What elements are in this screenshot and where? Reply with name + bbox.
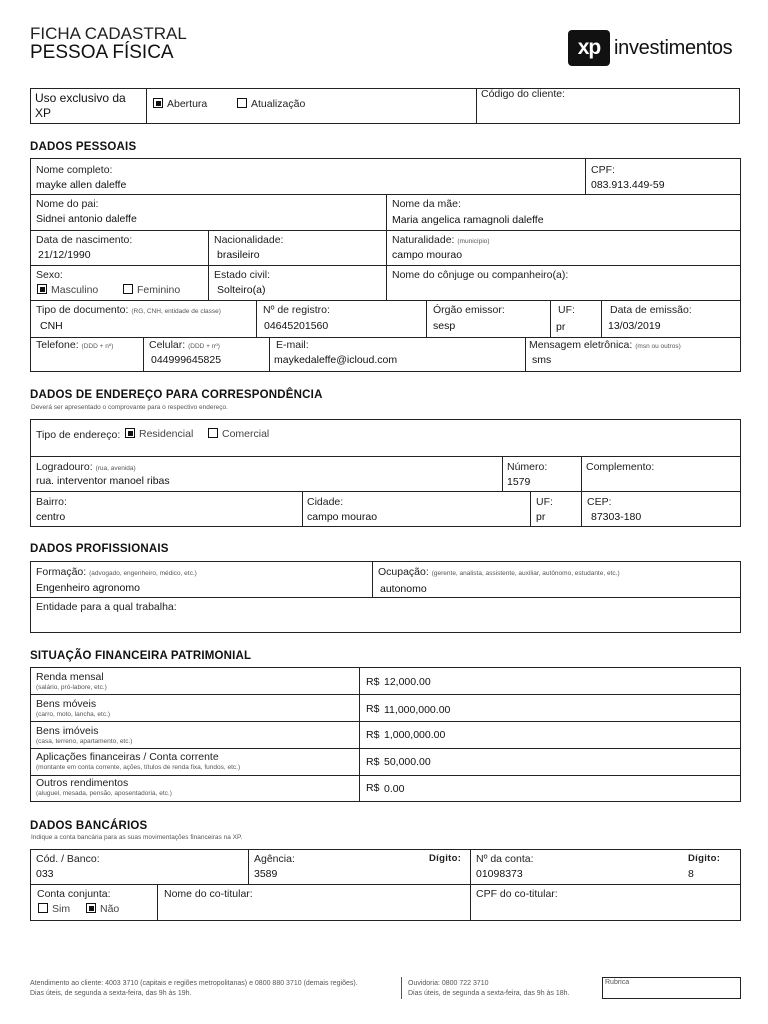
data-nascimento-label: Data de nascimento: — [36, 234, 133, 246]
cpf-label: CPF: — [591, 164, 615, 176]
fin-row-currency: R$ — [366, 703, 380, 715]
codigo-cliente-label: Código do cliente: — [481, 88, 566, 100]
xp-logo — [568, 30, 744, 66]
fin-row-currency: R$ — [366, 756, 380, 768]
bairro-value[interactable]: centro — [36, 511, 66, 523]
nome-completo-label: Nome completo: — [36, 164, 113, 176]
xp-logo-mark: xp — [568, 30, 610, 66]
section-financeira: SITUAÇÃO FINANCEIRA PATRIMONIAL — [30, 650, 252, 662]
conta-digito-value[interactable]: 8 — [688, 868, 694, 880]
cep-label: CEP: — [587, 496, 612, 508]
atualizacao-label: Atualização — [251, 98, 306, 110]
uf-doc-label: UF: — [558, 304, 575, 316]
numero-label: Número: — [507, 461, 548, 473]
nome-mae-value[interactable]: Maria angelica ramagnoli daleffe — [392, 214, 544, 226]
uf-doc-value[interactable]: pr — [556, 321, 566, 333]
abertura-option[interactable] — [153, 98, 207, 110]
fin-row-value[interactable]: 1,000,000.00 — [384, 729, 446, 741]
entidade-label: Entidade para a qual trabalha: — [36, 601, 177, 613]
tipo-endereco-label: Tipo de endereço: — [36, 429, 121, 441]
atualizacao-option[interactable] — [237, 98, 305, 110]
conta-label: Nº da conta: — [476, 853, 534, 865]
fin-row-hint: (casa, terreno, apartamento, etc.) — [36, 738, 133, 745]
telefone-label — [36, 339, 113, 351]
sexo-label: Sexo: — [36, 269, 63, 281]
fin-row-value[interactable]: 0.00 — [384, 783, 405, 795]
bancarios-table — [30, 849, 741, 921]
logradouro-label-text: Logradouro: — [36, 461, 93, 473]
masculino-label: Masculino — [51, 284, 99, 296]
conjunta-sim-option[interactable] — [38, 903, 70, 915]
feminino-checkbox[interactable] — [123, 284, 133, 294]
nome-pai-value[interactable]: Sidnei antonio daleffe — [36, 213, 137, 225]
conjunta-nao-option[interactable] — [86, 903, 119, 915]
nao-label: Não — [100, 903, 120, 915]
email-label: E-mail: — [276, 339, 309, 351]
fin-row-label: Bens móveis — [36, 698, 97, 710]
tipo-documento-label-text: Tipo de documento: — [36, 304, 129, 316]
comercial-label: Comercial — [222, 428, 270, 440]
nome-pai-label: Nome do pai: — [36, 198, 99, 210]
nome-completo-value[interactable]: mayke allen daleffe — [36, 179, 127, 191]
formacao-value[interactable]: Engenheiro agronomo — [36, 582, 140, 594]
telefone-label-text: Telefone: — [36, 339, 79, 351]
ocupacao-label — [378, 566, 620, 578]
xp-exclusive-label: Uso exclusivo da XP — [35, 91, 126, 120]
atualizacao-checkbox[interactable] — [237, 98, 247, 108]
celular-label — [149, 339, 220, 351]
telefone-hint: (DDD + nº) — [81, 343, 114, 350]
agencia-label: Agência: — [254, 853, 295, 865]
ocupacao-value[interactable]: autonomo — [380, 583, 427, 595]
form-title-line2: PESSOA FÍSICA — [30, 42, 174, 63]
section-dados-pessoais: DADOS PESSOAIS — [30, 141, 137, 153]
bairro-label: Bairro: — [36, 496, 67, 508]
mensagem-label — [529, 339, 681, 351]
conta-value[interactable]: 01098373 — [476, 868, 523, 880]
masculino-checkbox[interactable] — [37, 284, 47, 294]
logradouro-value[interactable]: rua. interventor manoel ribas — [36, 475, 170, 487]
section-endereco: DADOS DE ENDEREÇO PARA CORRESPONDÊNCIA — [30, 389, 323, 401]
logradouro-label — [36, 461, 136, 473]
footer-atendimento-line1: Atendimento ao cliente: 4003 3710 (capitais e regiões metropolitanas) e 0800 880 3710 (demais regiões). — [30, 980, 358, 987]
fin-row-label: Aplicações financeiras / Conta corrente — [36, 751, 219, 763]
email-value[interactable]: maykedaleffe@icloud.com — [274, 354, 398, 366]
fin-row-currency: R$ — [366, 782, 380, 794]
uf-endereco-value[interactable]: pr — [536, 511, 546, 523]
estado-civil-label: Estado civil: — [214, 269, 271, 281]
cpf-value[interactable]: 083.913.449-59 — [591, 179, 665, 191]
residencial-checkbox[interactable] — [125, 428, 135, 438]
fin-row-label: Outros rendimentos — [36, 777, 129, 789]
data-emissao-label: Data de emissão: — [610, 304, 692, 316]
conjuge-label: Nome do cônjuge ou companheiro(a): — [392, 269, 569, 281]
formacao-hint: (advogado, engenheiro, médico, etc.) — [89, 570, 197, 577]
nacionalidade-label: Nacionalidade: — [214, 234, 284, 246]
endereco-note: Deverá ser apresentado o comprovante para o respectivo endereço. — [31, 404, 228, 411]
abertura-checkbox[interactable] — [153, 98, 163, 108]
celular-value[interactable]: 044999645825 — [151, 354, 222, 366]
nao-checkbox[interactable] — [86, 903, 96, 913]
banco-value[interactable]: 033 — [36, 868, 54, 880]
orgao-emissor-label: Órgão emissor: — [433, 304, 505, 316]
fin-row-label: Bens imóveis — [36, 725, 99, 737]
fin-row-label: Renda mensal — [36, 671, 104, 683]
naturalidade-label-text: Naturalidade: — [392, 234, 455, 246]
banco-label: Cód. / Banco: — [36, 853, 100, 865]
estado-civil-value[interactable]: Solteiro(a) — [217, 284, 266, 296]
mensagem-hint: (msn ou outros) — [635, 343, 681, 350]
footer-ouvidoria-line1: Ouvidoria: 0800 722 3710 — [408, 980, 489, 987]
mensagem-label-text: Mensagem eletrônica: — [529, 339, 633, 351]
fin-row-value[interactable]: 12,000.00 — [384, 676, 431, 688]
numero-registro-value[interactable]: 04645201560 — [264, 320, 329, 332]
numero-value[interactable]: 1579 — [507, 476, 531, 488]
footer-atendimento-line2: Dias úteis, de segunda a sexta-feira, das 9h às 19h. — [30, 990, 192, 997]
tipo-documento-value[interactable]: CNH — [40, 320, 63, 332]
residencial-label: Residencial — [139, 428, 194, 440]
residencial-option[interactable] — [125, 428, 193, 440]
sim-label: Sim — [52, 903, 71, 915]
sexo-masculino-option[interactable] — [37, 284, 98, 296]
naturalidade-value[interactable]: campo mourao — [392, 249, 463, 261]
formacao-label — [36, 566, 197, 578]
cotitular-label: Nome do co-titular: — [164, 888, 253, 900]
fin-row-currency: R$ — [366, 676, 380, 688]
rubrica-label: Rubrica — [605, 979, 630, 986]
fin-row-hint: (montante em conta corrente, ações, títulos de renda fixa, fundos, etc.) — [36, 764, 241, 771]
cpf-cotitular-label: CPF do co-titular: — [476, 888, 558, 900]
cidade-value[interactable]: campo mourao — [307, 511, 378, 523]
fin-row-value[interactable]: 50,000.00 — [384, 756, 431, 768]
complemento-label: Complemento: — [586, 461, 655, 473]
xp-use-box — [30, 88, 740, 124]
orgao-emissor-value[interactable]: sesp — [433, 320, 456, 332]
conta-digito-label: Dígito: — [688, 853, 721, 864]
mensagem-value[interactable]: sms — [532, 354, 552, 366]
fin-row-hint: (aluguel, mesada, pensão, aposentadoria, etc.) — [36, 790, 172, 797]
footer-ouvidoria-line2: Dias úteis, de segunda a sexta-feira, das 9h às 18h. — [408, 990, 570, 997]
data-nascimento-value[interactable]: 21/12/1990 — [38, 249, 91, 261]
ocupacao-hint: (gerente, analista, assistente, auxiliar, autônomo, estudante, etc.) — [431, 570, 620, 577]
ocupacao-label-text: Ocupação: — [378, 566, 429, 578]
sim-checkbox[interactable] — [38, 903, 48, 913]
section-bancarios: DADOS BANCÁRIOS — [30, 820, 148, 832]
data-emissao-value[interactable]: 13/03/2019 — [608, 320, 661, 332]
fin-row-value[interactable]: 11,000,000.00 — [384, 704, 451, 716]
fin-row-hint: (carro, moto, lancha, etc.) — [36, 711, 111, 718]
agencia-value[interactable]: 3589 — [254, 868, 278, 880]
sexo-feminino-option[interactable] — [123, 284, 180, 296]
formacao-label-text: Formação: — [36, 566, 87, 578]
agencia-digito-label: Dígito: — [429, 853, 462, 864]
conta-conjunta-label: Conta conjunta: — [37, 888, 111, 900]
tipo-documento-hint: (RG, CNH, entidade de classe) — [131, 308, 221, 315]
logradouro-hint: (rua, avenida) — [95, 465, 136, 472]
xp-logo-text: investimentos — [614, 37, 733, 59]
abertura-label: Abertura — [167, 98, 208, 110]
fin-row-currency: R$ — [366, 729, 380, 741]
feminino-label: Feminino — [137, 284, 181, 296]
cidade-label: Cidade: — [307, 496, 344, 508]
section-profissionais: DADOS PROFISSIONAIS — [30, 543, 169, 555]
form-title-line1: FICHA CADASTRAL — [30, 24, 187, 43]
comercial-checkbox[interactable] — [208, 428, 218, 438]
comercial-option[interactable] — [208, 428, 269, 440]
tipo-documento-label — [36, 304, 221, 316]
celular-hint: (DDD + nº) — [188, 343, 220, 350]
uf-endereco-label: UF: — [536, 496, 553, 508]
naturalidade-hint: (município) — [457, 238, 490, 245]
celular-label-text: Celular: — [149, 339, 186, 351]
cep-value[interactable]: 87303-180 — [591, 511, 642, 523]
footer-atendimento — [30, 979, 358, 999]
footer-ouvidoria — [408, 979, 570, 999]
fin-row-hint: (salário, pró-labore, etc.) — [36, 684, 107, 691]
naturalidade-label — [392, 234, 490, 246]
numero-registro-label: Nº de registro: — [263, 304, 330, 316]
bancarios-note: Indique a conta bancária para as suas movimentações financeiras na XP. — [31, 834, 243, 841]
nacionalidade-value[interactable]: brasileiro — [217, 249, 260, 261]
nome-mae-label: Nome da mãe: — [392, 198, 461, 210]
